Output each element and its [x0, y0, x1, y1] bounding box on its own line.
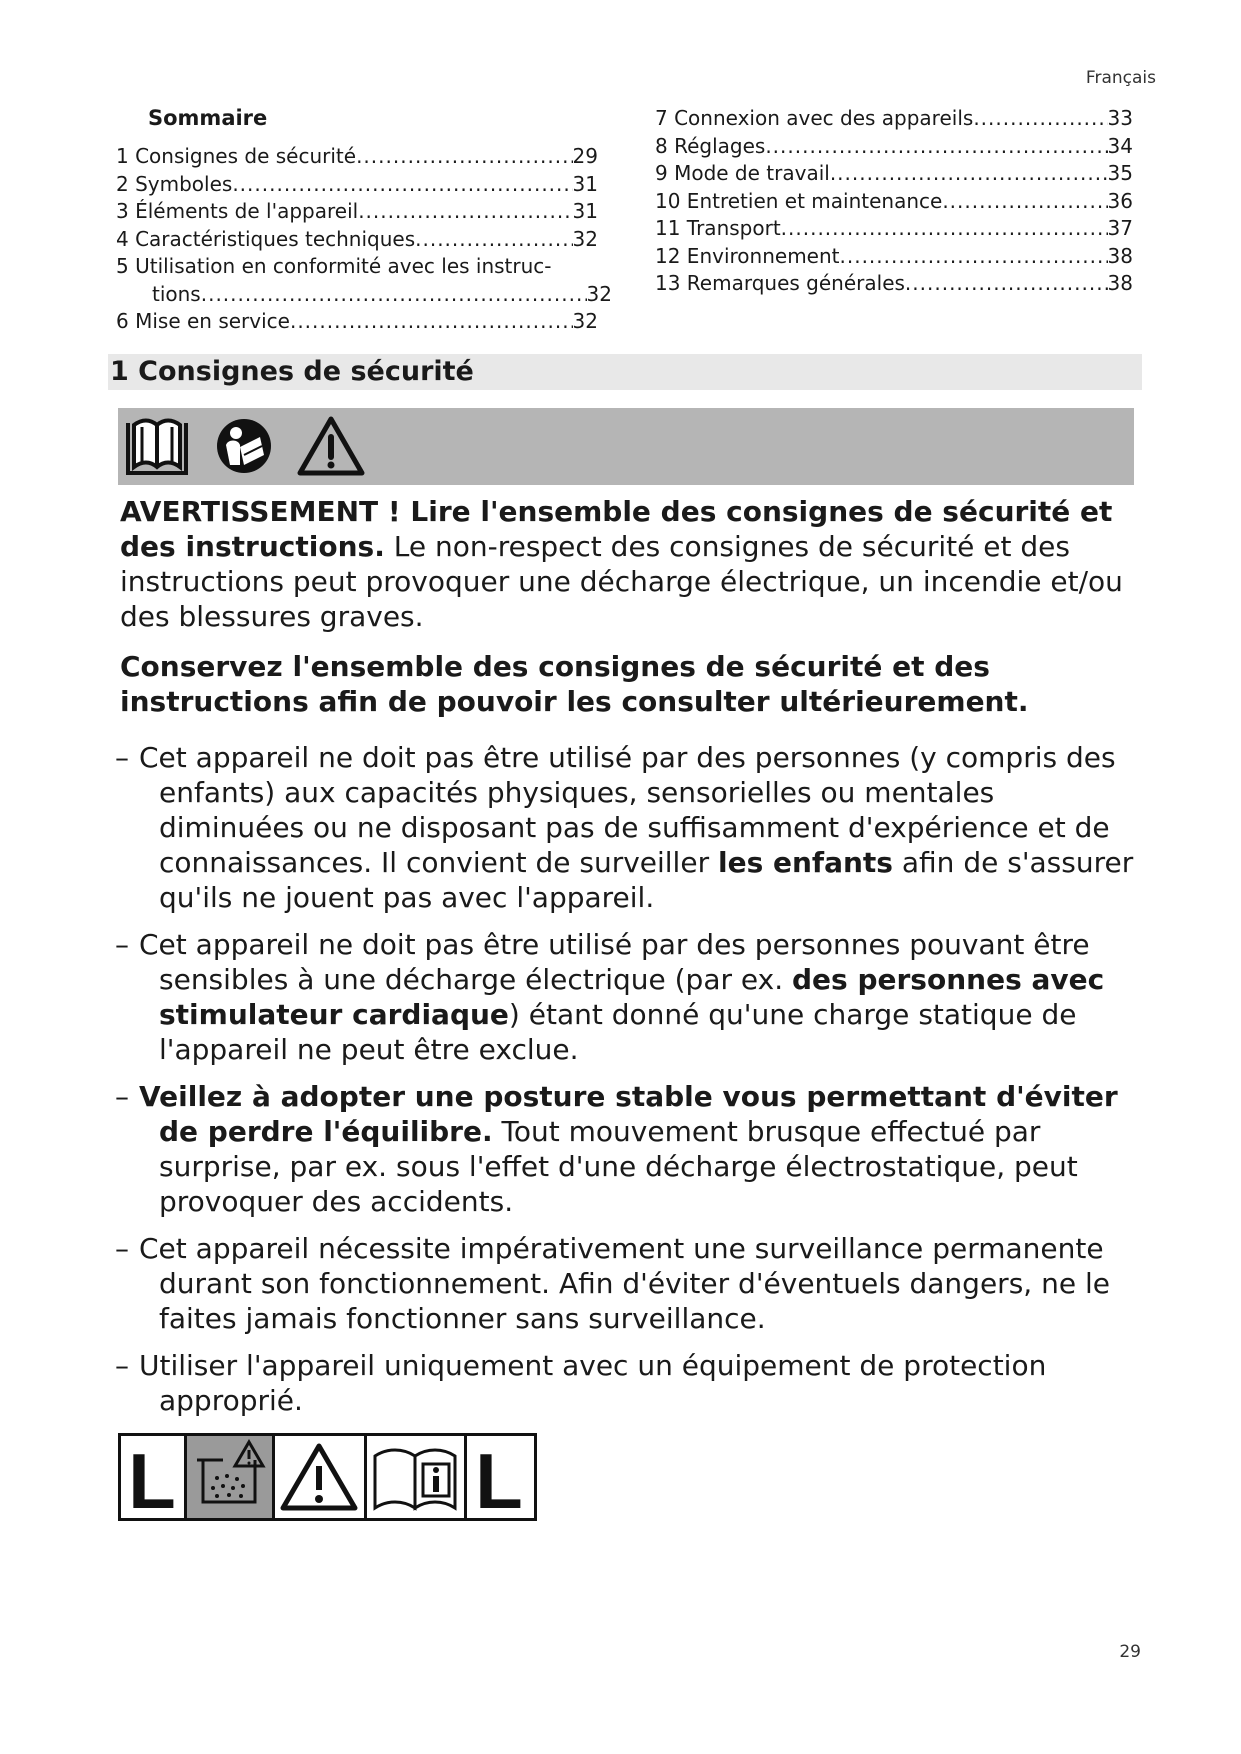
list-item: – Veillez à adopter une posture stable vous permettant d'éviter de perdre l'équilibre. Tout mouvement brusque effectué par surprise, par ex. sous l'effet d'une décharge électrostatique, peut provoquer des accidents. — [115, 1080, 1118, 1218]
protection-symbols — [118, 1433, 537, 1521]
toc-entry[interactable]: 10 Entretien et maintenance ..... 36 — [655, 188, 1133, 216]
read-manual-icon — [214, 413, 276, 479]
warning-triangle-icon — [296, 413, 366, 479]
toc-entry[interactable]: 11 Transport ..... 37 — [655, 215, 1133, 243]
list-item: – Cet appareil ne doit pas être utilisé par des personnes pouvant être sensibles à une décharge électrique (par ex. des personnes avec stimulateur cardiaque) étant donné qu'une charge statique de l'appareil ne peut être exclue. — [115, 928, 1105, 1066]
list-item: – Utiliser l'appareil uniquement avec un équipement de protection approprié. — [115, 1349, 1047, 1417]
toc-right-column — [655, 105, 1133, 298]
safety-icon-bar — [118, 408, 1134, 485]
toc-entry[interactable]: 8 Réglages ..... 34 — [655, 133, 1133, 161]
warning-paragraph — [120, 494, 1140, 634]
dust-class-icon — [187, 1436, 275, 1518]
toc-title: Sommaire — [148, 106, 268, 130]
toc-entry[interactable]: 13 Remarques générales ..... 38 — [655, 270, 1133, 298]
toc-entry[interactable]: 7 Connexion avec des appareils ..... 33 — [655, 105, 1133, 133]
toc-entry[interactable]: 5 Utilisation en conformité avec les instruc- — [116, 254, 552, 278]
toc-entry[interactable]: 4 Caractéristiques techniques ..... 32 — [116, 226, 598, 254]
manual-icon — [122, 413, 192, 479]
svg-text:L: L — [128, 1437, 176, 1518]
list-item: – Cet appareil nécessite impérativement une surveillance permanente durant son fonctionnement. Afin d'éviter d'éventuels dangers, ne le faites jamais fonctionner sans surveillance. — [115, 1232, 1110, 1335]
info-manual-icon — [367, 1436, 467, 1518]
toc-entry[interactable]: 9 Mode de travail ..... 35 — [655, 160, 1133, 188]
svg-text:L: L — [475, 1437, 523, 1518]
page-number: 29 — [1119, 1642, 1141, 1662]
section-heading-bar — [108, 354, 1142, 390]
language-label: Français — [1085, 68, 1156, 88]
toc-entry[interactable]: 12 Environnement ..... 38 — [655, 243, 1133, 271]
list-item: – Cet appareil ne doit pas être utilisé par des personnes (y compris des enfants) aux capacités physiques, sensorielles ou mentales diminuées ou ne disposant pas de suffisamment d'expérience et de connaissances. Il convient de surveiller les enfants afin de s'assurer qu'ils ne jouent pas avec l'appareil. — [115, 741, 1134, 914]
toc-entry-continuation[interactable]: tions ..... 32 — [116, 281, 612, 309]
toc-left-column — [116, 143, 612, 336]
dust-class-l-right — [467, 1436, 534, 1518]
toc-entry[interactable]: 2 Symboles ..... 31 — [116, 171, 598, 199]
warning-bold-text: AVERTISSEMENT ! Lire l'ensemble des consignes de sécurité et des instructions. — [120, 495, 1113, 563]
warning-triangle-icon — [275, 1436, 367, 1518]
safety-list — [115, 740, 1145, 1430]
toc-entry[interactable]: 1 Consignes de sécurité ..... 29 — [116, 143, 598, 171]
toc-entry[interactable]: 6 Mise en service ..... 32 — [116, 308, 598, 336]
warning-text: Le non-respect des consignes de sécurité et des instructions peut provoquer une décharge électrique, un incendie et/ou des blessures graves. — [120, 530, 1123, 633]
toc-entry[interactable]: 3 Éléments de l'appareil ..... 31 — [116, 198, 598, 226]
keep-instructions-paragraph: Conservez l'ensemble des consignes de sécurité et des instructions afin de pouvoir les consulter ultérieurement. — [120, 650, 1029, 718]
dust-class-l-left — [121, 1436, 187, 1518]
section-heading: 1 Consignes de sécurité — [110, 356, 474, 387]
